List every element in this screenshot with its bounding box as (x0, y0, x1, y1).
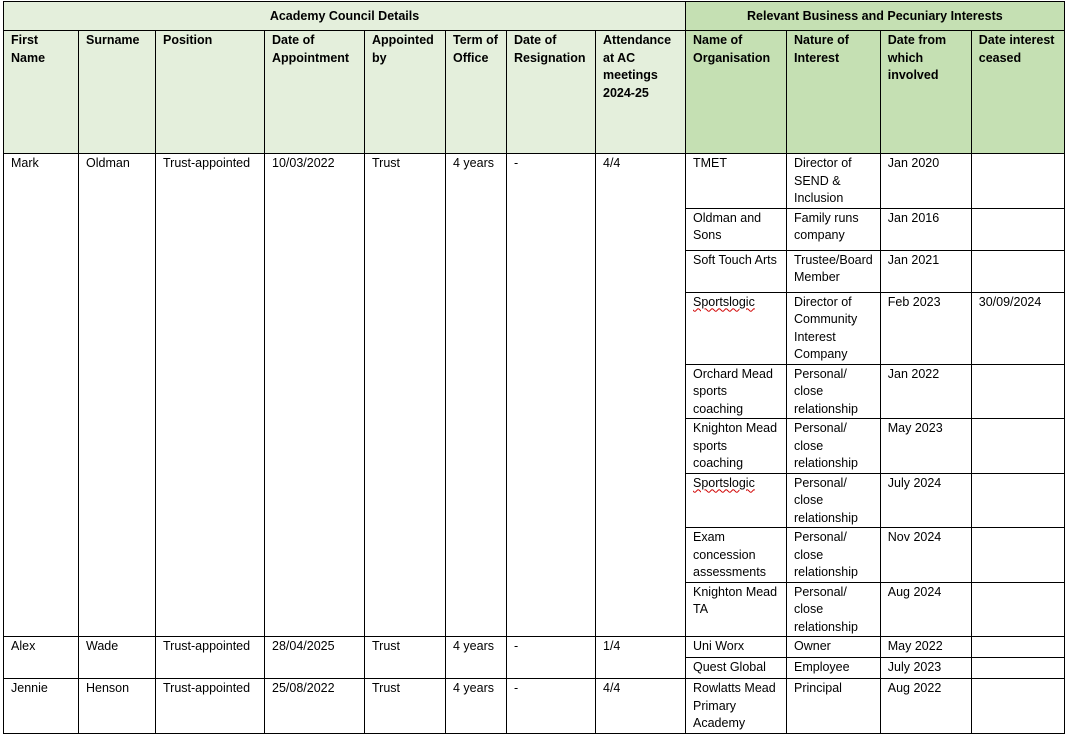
organisation-cell: Quest Global (686, 658, 787, 679)
date-ceased-cell (971, 364, 1064, 419)
date-from-cell: July 2023 (880, 658, 971, 679)
academy-council-header: Academy Council Details (4, 2, 686, 31)
term-cell: 4 years (446, 637, 507, 679)
col-date-from: Date from which involved (880, 31, 971, 154)
position-cell: Trust-appointed (156, 637, 265, 679)
col-nature-of-interest: Nature of Interest (787, 31, 881, 154)
attendance-cell: 4/4 (596, 679, 686, 734)
col-attendance: Attendance at AC meetings 2024-25 (596, 31, 686, 154)
resignation-cell: - (507, 637, 596, 679)
appointment-date-cell: 10/03/2022 (265, 154, 365, 637)
organisation-cell: Orchard Mead sports coaching (686, 364, 787, 419)
col-surname: Surname (79, 31, 156, 154)
col-appointed-by: Appointed by (365, 31, 446, 154)
position-cell: Trust-appointed (156, 154, 265, 637)
date-from-cell: Nov 2024 (880, 528, 971, 583)
date-ceased-cell (971, 658, 1064, 679)
first-name-cell: Jennie (4, 679, 79, 734)
date-ceased-cell: 30/09/2024 (971, 292, 1064, 364)
appointed-by-cell: Trust (365, 637, 446, 679)
col-date-of-appointment: Date of Appointment (265, 31, 365, 154)
organisation-cell: Rowlatts Mead Primary Academy (686, 679, 787, 734)
col-term-of-office: Term of Office (446, 31, 507, 154)
date-from-cell: Jan 2021 (880, 250, 971, 292)
organisation-cell (686, 292, 787, 364)
date-from-cell: Aug 2024 (880, 582, 971, 637)
date-from-cell: May 2022 (880, 637, 971, 658)
attendance-cell: 1/4 (596, 637, 686, 679)
nature-cell: Employee (787, 658, 881, 679)
table-row (4, 679, 1065, 734)
col-position: Position (156, 31, 265, 154)
nature-cell: Personal/ close relationship (787, 364, 881, 419)
attendance-cell: 4/4 (596, 154, 686, 637)
surname-cell: Wade (79, 637, 156, 679)
appointment-date-cell: 25/08/2022 (265, 679, 365, 734)
nature-cell: Owner (787, 637, 881, 658)
col-date-of-resignation: Date of Resignation (507, 31, 596, 154)
resignation-cell: - (507, 154, 596, 637)
surname-cell: Henson (79, 679, 156, 734)
spellcheck-flagged-text: Sportslogic (693, 475, 755, 490)
date-ceased-cell (971, 679, 1064, 734)
date-ceased-cell (971, 637, 1064, 658)
first-name-cell: Mark (4, 154, 79, 637)
date-from-cell: May 2023 (880, 419, 971, 474)
date-from-cell: July 2024 (880, 473, 971, 528)
organisation-cell: Soft Touch Arts (686, 250, 787, 292)
date-ceased-cell (971, 419, 1064, 474)
surname-cell: Oldman (79, 154, 156, 637)
appointed-by-cell: Trust (365, 154, 446, 637)
term-cell: 4 years (446, 679, 507, 734)
date-ceased-cell (971, 582, 1064, 637)
nature-cell: Family runs company (787, 208, 881, 250)
nature-cell: Personal/ close relationship (787, 528, 881, 583)
organisation-cell: Knighton Mead sports coaching (686, 419, 787, 474)
organisation-cell: TMET (686, 154, 787, 209)
date-ceased-cell (971, 528, 1064, 583)
date-ceased-cell (971, 473, 1064, 528)
spellcheck-flagged-text: Sportslogic (693, 294, 755, 309)
nature-cell: Trustee/Board Member (787, 250, 881, 292)
organisation-cell: Oldman and Sons (686, 208, 787, 250)
organisation-cell: Knighton Mead TA (686, 582, 787, 637)
col-first-name: First Name (4, 31, 79, 154)
organisation-cell: Uni Worx (686, 637, 787, 658)
governance-table (3, 1, 1065, 734)
nature-cell: Personal/ close relationship (787, 582, 881, 637)
date-from-cell: Feb 2023 (880, 292, 971, 364)
col-date-ceased: Date interest ceased (971, 31, 1064, 154)
term-cell: 4 years (446, 154, 507, 637)
first-name-cell: Alex (4, 637, 79, 679)
nature-cell: Personal/ close relationship (787, 473, 881, 528)
position-cell: Trust-appointed (156, 679, 265, 734)
date-from-cell: Jan 2022 (880, 364, 971, 419)
nature-cell: Principal (787, 679, 881, 734)
nature-cell: Director of Community Interest Company (787, 292, 881, 364)
nature-cell: Director of SEND & Inclusion (787, 154, 881, 209)
date-ceased-cell (971, 250, 1064, 292)
appointment-date-cell: 28/04/2025 (265, 637, 365, 679)
date-ceased-cell (971, 154, 1064, 209)
organisation-cell: Exam concession assessments (686, 528, 787, 583)
appointed-by-cell: Trust (365, 679, 446, 734)
date-ceased-cell (971, 208, 1064, 250)
organisation-cell (686, 473, 787, 528)
table-row (4, 637, 1065, 658)
date-from-cell: Jan 2016 (880, 208, 971, 250)
resignation-cell: - (507, 679, 596, 734)
interests-header: Relevant Business and Pecuniary Interests (686, 2, 1065, 31)
nature-cell: Personal/ close relationship (787, 419, 881, 474)
table-row (4, 154, 1065, 209)
date-from-cell: Aug 2022 (880, 679, 971, 734)
col-organisation: Name of Organisation (686, 31, 787, 154)
date-from-cell: Jan 2020 (880, 154, 971, 209)
